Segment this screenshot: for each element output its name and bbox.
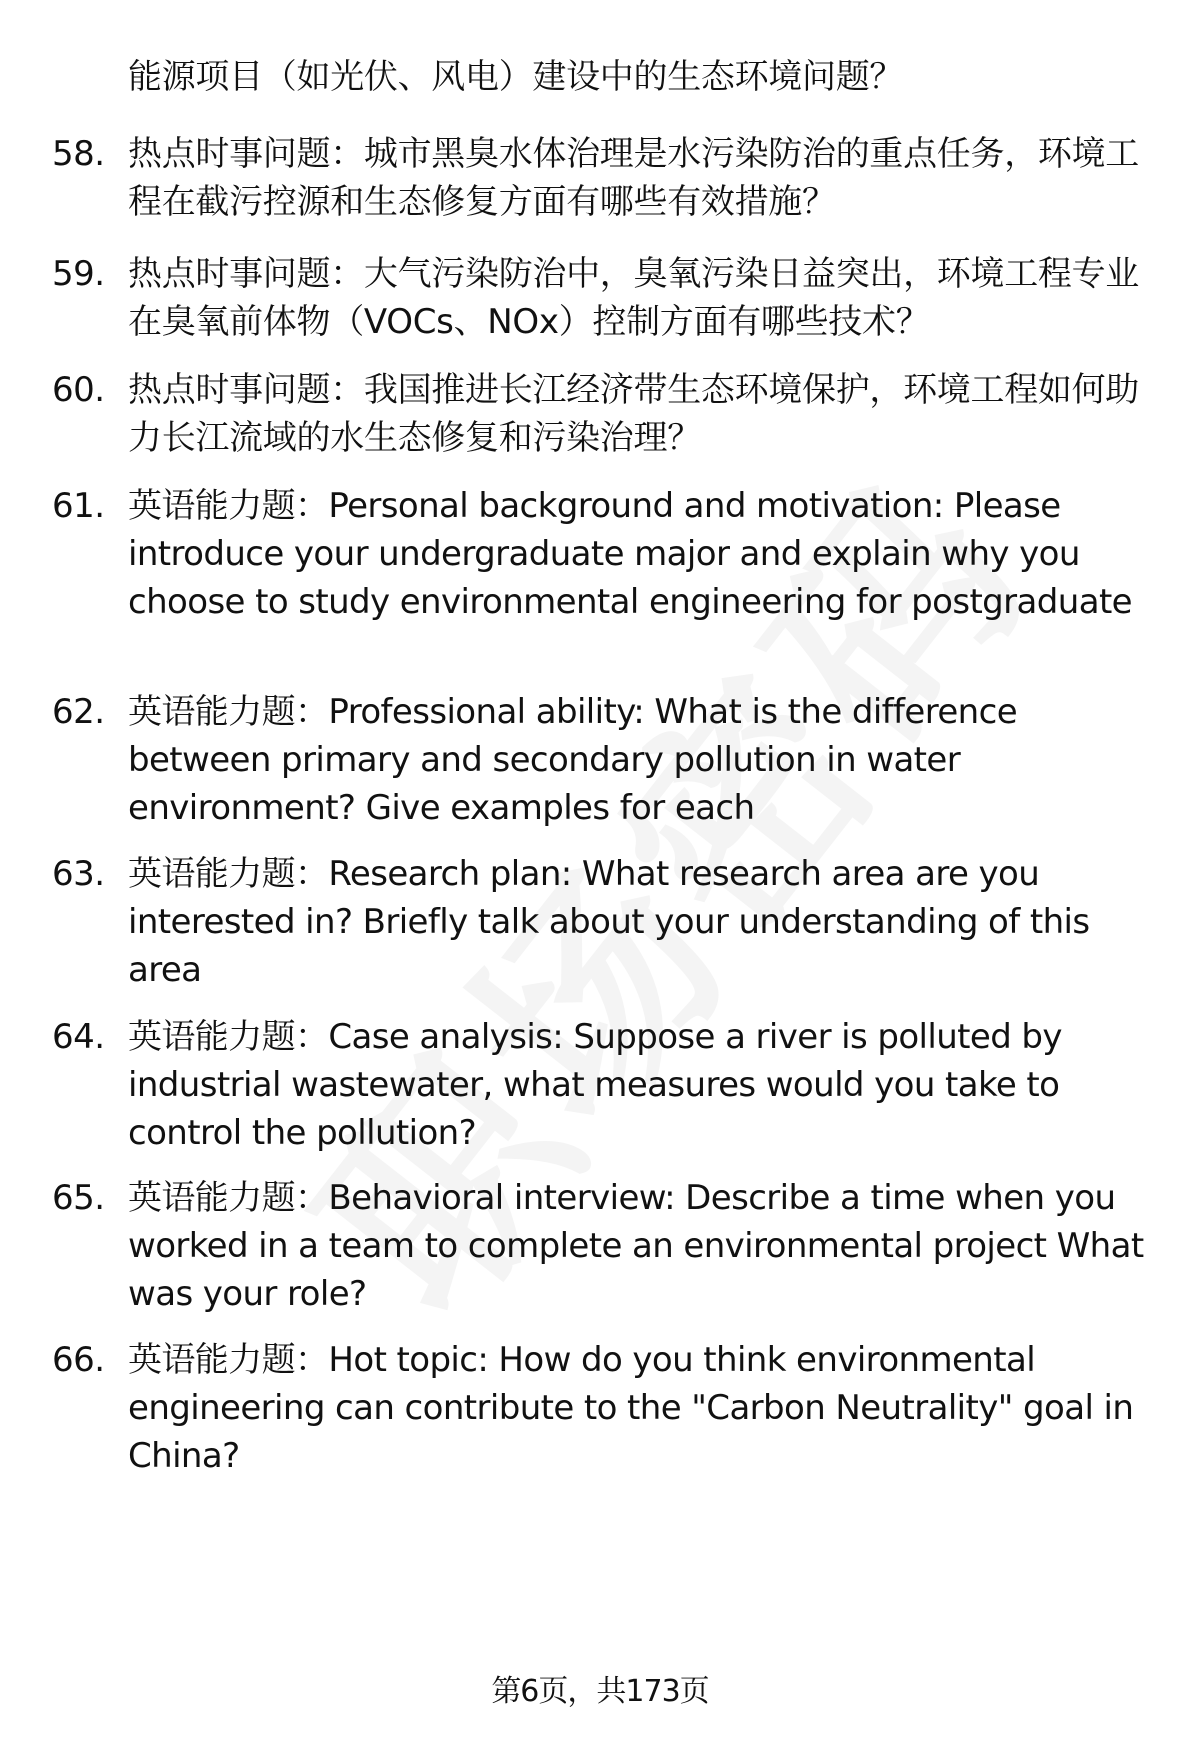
question-text: 热点时事问题：城市黑臭水体治理是水污染防治的重点任务，环境工程在截污控源和生态修复方面有哪些有效措施？ [128,134,1139,222]
question-text: 热点时事问题：大气污染防治中，臭氧污染日益突出，环境工程专业在臭氧前体物（VOCs、NOx）控制方面有哪些技术？ [128,254,1139,342]
question-number: 66. [52,1340,105,1380]
question-text: 英语能力题：Research plan: What research area are you interested in? Briefly talk about your understanding of this area [128,854,1090,990]
question-text: 英语能力题：Professional ability: What is the difference between primary and secondary pollution in water environment? Give examples for each [128,692,1018,828]
question-number: 63. [52,854,105,894]
question-text: 英语能力题：Behavioral interview: Describe a time when you worked in a team to complete an environmental project What was your role? [128,1178,1144,1314]
question-number: 61. [52,486,105,526]
question-number: 65. [52,1178,105,1218]
question-text: 英语能力题：Case analysis: Suppose a river is polluted by industrial wastewater, what measures would you take to control the pollution? [128,1017,1062,1153]
question-text: 热点时事问题：我国推进长江经济带生态环境保护，环境工程如何助力长江流域的水生态修复和污染治理？ [128,370,1139,458]
question-number: 60. [52,370,105,410]
page-indicator: 第6页，共173页 [491,1674,709,1709]
question-text: 英语能力题：Personal background and motivation: Please introduce your undergraduate major and explain why you choose to study environmental engineering for postgraduate [128,486,1132,622]
question-number: 64. [52,1017,105,1057]
question-number: 59. [52,254,105,294]
question-text: 能源项目（如光伏、风电）建设中的生态环境问题？ [128,57,904,97]
question-text: 英语能力题：Hot topic: How do you think environmental engineering can contribute to the "Carbon Neutrality" goal in China? [128,1340,1134,1476]
question-number: 58. [52,134,105,174]
question-number: 62. [52,692,105,732]
